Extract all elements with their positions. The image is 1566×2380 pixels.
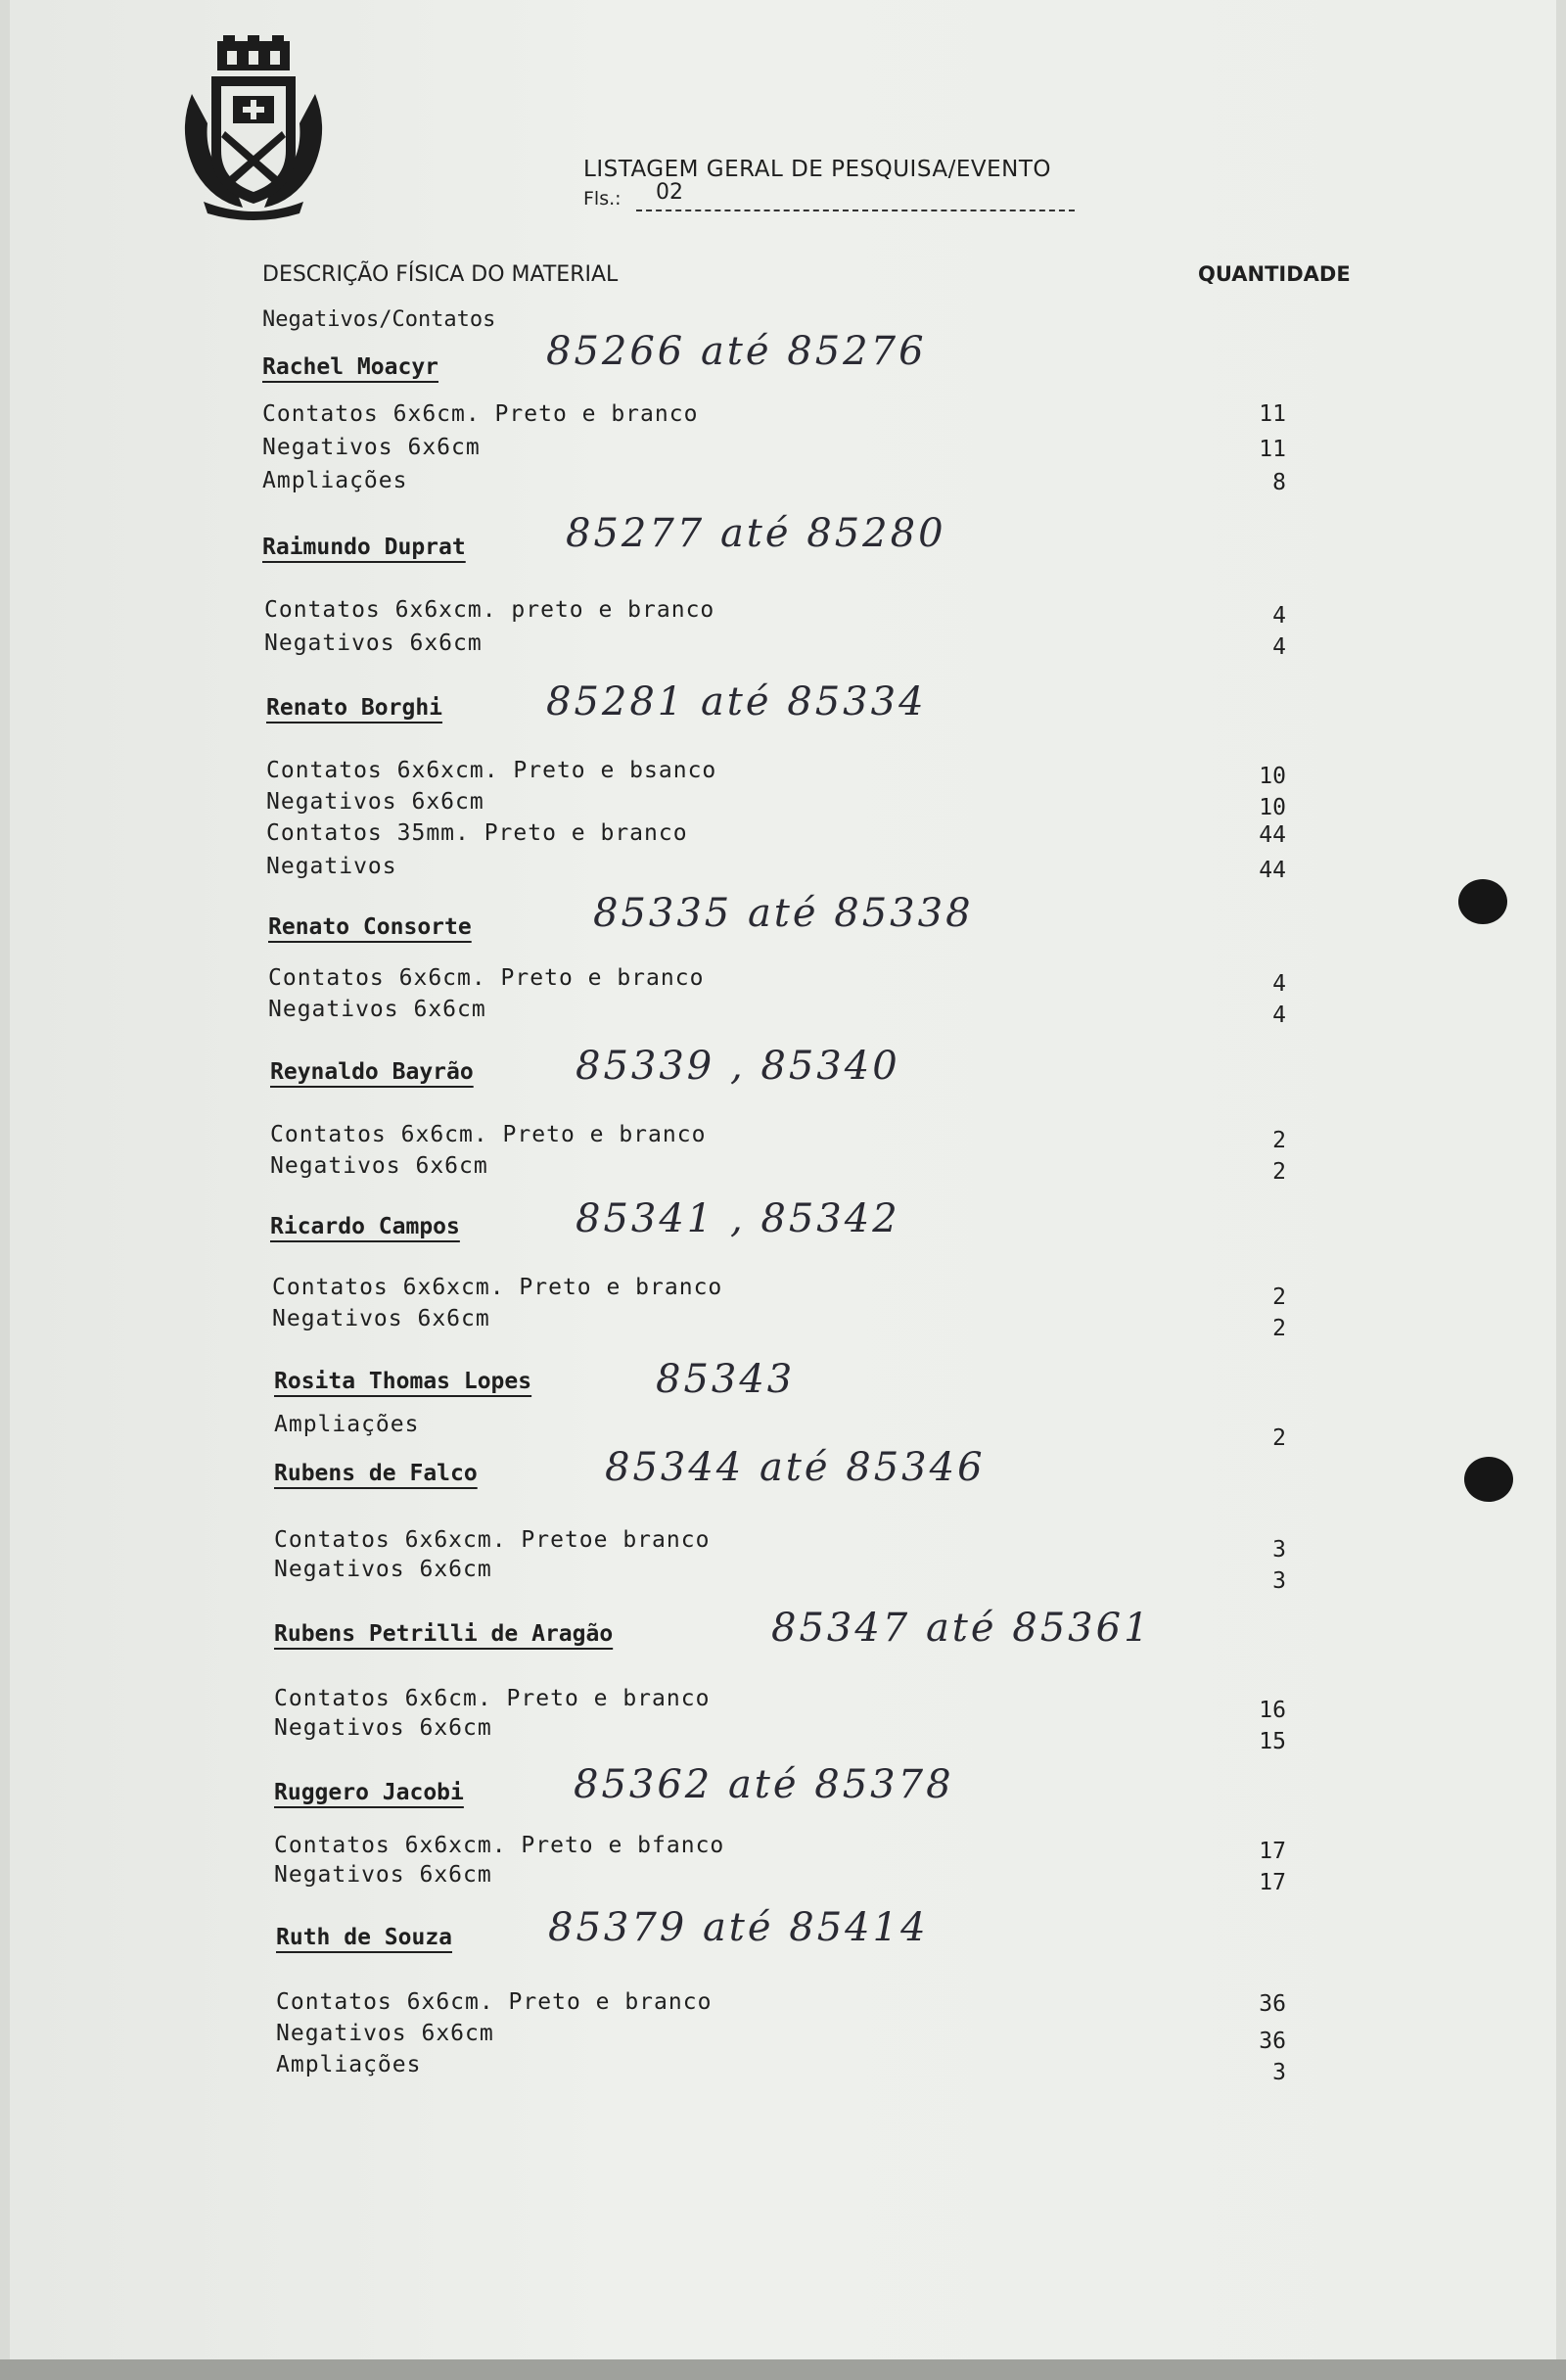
material-line: Ampliações <box>274 1412 420 1437</box>
quantity-value: 4 <box>1272 1003 1286 1028</box>
handwritten-range: 85281 até 85334 <box>546 679 927 724</box>
punch-hole <box>1458 879 1507 924</box>
quantity-value: 2 <box>1272 1316 1286 1341</box>
entry-name: Rubens Petrilli de Aragão <box>274 1621 614 1647</box>
sheet-number-value: 02 <box>656 180 683 205</box>
quantity-value: 11 <box>1259 401 1286 427</box>
entry-name: Rachel Moacyr <box>262 354 439 380</box>
handwritten-range: 85335 até 85338 <box>593 891 974 936</box>
entry-name: Rosita Thomas Lopes <box>274 1369 532 1394</box>
quantity-value: 3 <box>1272 2060 1286 2085</box>
quantity-value: 3 <box>1272 1568 1286 1594</box>
entry-name: Ricardo Campos <box>270 1214 460 1239</box>
material-line: Contatos 6x6cm. Preto e branco <box>276 1989 713 2015</box>
material-line: Negativos <box>266 854 397 879</box>
punch-hole <box>1464 1457 1513 1502</box>
material-line: Contatos 35mm. Preto e branco <box>266 820 688 846</box>
material-line: Negativos 6x6cm <box>272 1306 490 1331</box>
quantity-value: 44 <box>1259 822 1286 848</box>
material-line: Ampliações <box>262 468 408 493</box>
entry-name: Rubens de Falco <box>274 1461 478 1486</box>
section-subheading: Negativos/Contatos <box>262 307 496 332</box>
material-line: Contatos 6x6cm. Preto e branco <box>274 1686 711 1711</box>
material-line: Contatos 6x6xcm. Preto e bsanco <box>266 758 717 783</box>
quantity-value: 11 <box>1259 437 1286 462</box>
quantity-value: 8 <box>1272 470 1286 495</box>
column-header-description: DESCRIÇÃO FÍSICA DO MATERIAL <box>262 262 619 287</box>
quantity-value: 44 <box>1259 858 1286 883</box>
material-line: Contatos 6x6xcm. Preto e bfanco <box>274 1833 725 1858</box>
entry-name: Renato Consorte <box>268 914 472 940</box>
material-line: Negativos 6x6cm <box>266 789 484 815</box>
quantity-value: 3 <box>1272 1537 1286 1563</box>
handwritten-range: 85379 até 85414 <box>548 1905 929 1950</box>
material-line: Negativos 6x6cm <box>274 1862 492 1888</box>
material-line: Contatos 6x6xcm. preto e branco <box>264 597 715 623</box>
material-line: Contatos 6x6xcm. Pretoe branco <box>274 1527 711 1553</box>
handwritten-range: 85343 <box>656 1357 796 1402</box>
material-line: Contatos 6x6cm. Preto e branco <box>270 1122 707 1147</box>
quantity-value: 15 <box>1259 1729 1286 1754</box>
quantity-value: 2 <box>1272 1425 1286 1451</box>
material-line: Negativos 6x6cm <box>276 2021 494 2046</box>
handwritten-range: 85341 , 85342 <box>576 1196 900 1241</box>
handwritten-range: 85347 até 85361 <box>771 1606 1152 1651</box>
document-page <box>10 0 1556 2369</box>
quantity-value: 16 <box>1259 1698 1286 1723</box>
material-line: Ampliações <box>276 2052 422 2077</box>
material-line: Negativos 6x6cm <box>262 435 481 460</box>
material-line: Negativos 6x6cm <box>274 1715 492 1741</box>
quantity-value: 2 <box>1272 1284 1286 1310</box>
quantity-value: 2 <box>1272 1128 1286 1153</box>
entry-name: Ruggero Jacobi <box>274 1780 464 1805</box>
quantity-value: 17 <box>1259 1839 1286 1864</box>
entry-name: Ruth de Souza <box>276 1925 453 1950</box>
quantity-value: 36 <box>1259 2029 1286 2054</box>
entry-name: Renato Borghi <box>266 695 443 721</box>
entry-name: Raimundo Duprat <box>262 535 466 560</box>
column-header-quantity: QUANTIDADE <box>1198 262 1351 286</box>
quantity-value: 10 <box>1259 795 1286 820</box>
quantity-value: 10 <box>1259 764 1286 789</box>
quantity-value: 4 <box>1272 971 1286 997</box>
quantity-value: 4 <box>1272 603 1286 629</box>
handwritten-range: 85344 até 85346 <box>605 1445 986 1490</box>
quantity-value: 17 <box>1259 1870 1286 1895</box>
sheet-number-label: Fls.: <box>583 188 622 210</box>
document-title: LISTAGEM GERAL DE PESQUISA/EVENTO <box>583 157 1052 182</box>
quantity-value: 2 <box>1272 1159 1286 1185</box>
material-line: Negativos 6x6cm <box>270 1153 488 1179</box>
material-line: Contatos 6x6cm. Preto e branco <box>268 965 705 991</box>
material-line: Contatos 6x6cm. Preto e branco <box>262 401 699 427</box>
page-bottom-edge <box>0 2359 1566 2380</box>
entry-name: Reynaldo Bayrão <box>270 1059 474 1085</box>
material-line: Negativos 6x6cm <box>274 1557 492 1582</box>
handwritten-range: 85266 até 85276 <box>546 329 927 374</box>
material-line: Contatos 6x6xcm. Preto e branco <box>272 1275 723 1300</box>
quantity-value: 36 <box>1259 1991 1286 2017</box>
coat-of-arms-logo <box>174 35 333 221</box>
handwritten-range: 85339 , 85340 <box>576 1044 900 1089</box>
handwritten-range: 85277 até 85280 <box>566 511 946 556</box>
quantity-value: 4 <box>1272 634 1286 660</box>
sheet-number-line <box>636 210 1075 211</box>
handwritten-range: 85362 até 85378 <box>574 1762 954 1807</box>
material-line: Negativos 6x6cm <box>268 997 486 1022</box>
material-line: Negativos 6x6cm <box>264 630 483 656</box>
